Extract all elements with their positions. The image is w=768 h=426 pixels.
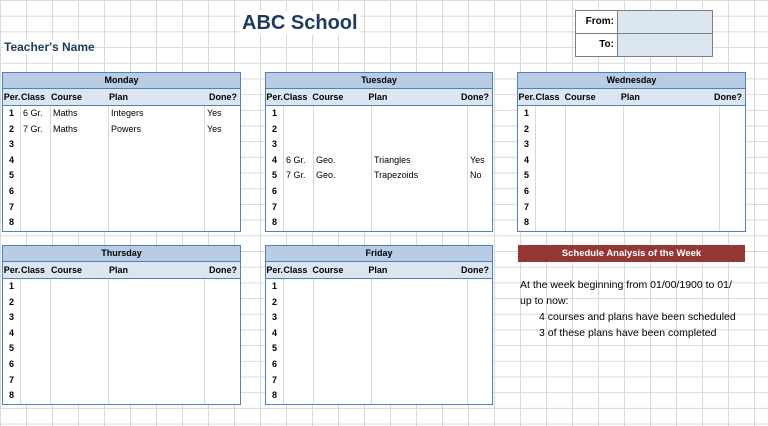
cell-course[interactable] [51, 326, 109, 342]
cell-class[interactable] [284, 326, 314, 342]
cell-plan[interactable] [109, 153, 205, 169]
day-table-wednesday [517, 72, 746, 232]
cell-course[interactable] [314, 137, 372, 153]
cell-class[interactable] [284, 122, 314, 138]
cell-done[interactable] [205, 153, 240, 169]
cell-course[interactable] [566, 106, 624, 122]
cell-plan[interactable] [372, 184, 468, 200]
period-row [266, 357, 492, 373]
period-row [266, 388, 492, 404]
cell-per: 8 [266, 215, 284, 231]
cell-course[interactable] [314, 106, 372, 122]
period-row [266, 122, 492, 138]
day-table-monday [2, 72, 241, 232]
cell-per: 5 [266, 168, 284, 184]
cell-class[interactable]: 6 Gr. [21, 106, 51, 122]
cell-plan[interactable] [109, 137, 205, 153]
period-row [3, 357, 240, 373]
day-header: Monday [3, 73, 240, 89]
cell-plan[interactable] [372, 388, 468, 404]
analysis-line-1: At the week beginning from 01/00/1900 to 01/ [520, 279, 732, 291]
cell-per: 7 [266, 373, 284, 389]
period-row [3, 200, 240, 216]
period-row [518, 215, 745, 231]
cell-per: 8 [3, 215, 21, 231]
cell-plan[interactable]: Trapezoids [372, 168, 468, 184]
period-row [518, 137, 745, 153]
cell-plan[interactable] [109, 295, 205, 311]
cell-done[interactable]: Yes [207, 123, 222, 134]
cell-class[interactable]: 7 Gr. [284, 168, 314, 184]
cell-course[interactable] [314, 341, 372, 357]
cell-plan[interactable] [372, 357, 468, 373]
cell-class[interactable] [21, 137, 51, 153]
column-header-class: Class [21, 92, 46, 102]
analysis-line-2: up to now: [520, 295, 569, 307]
cell-plan[interactable] [624, 122, 720, 138]
column-header-row [3, 262, 240, 279]
period-row [266, 279, 492, 295]
cell-course[interactable] [314, 122, 372, 138]
cell-per: 8 [3, 388, 21, 404]
period-row [518, 184, 745, 200]
cell-per: 5 [518, 168, 536, 184]
cell-course[interactable] [566, 184, 624, 200]
cell-class[interactable]: 7 Gr. [21, 122, 51, 138]
cell-course[interactable]: Geo. [314, 168, 372, 184]
cell-class[interactable] [21, 295, 51, 311]
cell-done[interactable] [205, 295, 240, 311]
cell-course[interactable] [314, 310, 372, 326]
cell-class[interactable] [536, 137, 566, 153]
cell-course[interactable] [314, 357, 372, 373]
period-row [266, 200, 492, 216]
cell-done[interactable] [205, 200, 240, 216]
cell-course[interactable]: Geo. [314, 153, 372, 169]
cell-plan[interactable] [372, 341, 468, 357]
cell-course[interactable] [314, 295, 372, 311]
cell-per: 7 [3, 200, 21, 216]
column-header-course: Course [312, 265, 344, 275]
cell-per: 3 [266, 137, 284, 153]
cell-plan[interactable] [109, 279, 205, 295]
cell-course[interactable] [51, 341, 109, 357]
period-row [3, 215, 240, 231]
column-header-row [3, 89, 240, 106]
cell-plan[interactable] [624, 200, 720, 216]
cell-done[interactable] [720, 184, 745, 200]
cell-class[interactable] [284, 200, 314, 216]
cell-class[interactable] [21, 373, 51, 389]
column-header-plan: Plan [109, 92, 129, 102]
day-table-thursday [2, 245, 241, 405]
cell-course[interactable] [566, 122, 624, 138]
period-row [266, 373, 492, 389]
column-header-plan: Plan [368, 92, 388, 102]
cell-class[interactable] [21, 341, 51, 357]
schedule-analysis-header: Schedule Analysis of the Week [518, 245, 745, 262]
cell-course[interactable] [51, 215, 109, 231]
column-header-per: Per. [3, 92, 21, 102]
period-row [3, 279, 240, 295]
column-header-per: Per. [266, 265, 283, 275]
cell-plan[interactable]: Integers [109, 106, 205, 122]
cell-per: 4 [266, 153, 284, 169]
period-row [3, 295, 240, 311]
cell-course[interactable] [51, 279, 109, 295]
cell-done[interactable] [468, 106, 492, 122]
day-header: Tuesday [266, 73, 492, 89]
cell-per: 1 [266, 106, 284, 122]
period-row [518, 200, 745, 216]
cell-per: 6 [3, 357, 21, 373]
column-header-plan: Plan [368, 265, 388, 275]
column-header-done: Done? [460, 265, 489, 275]
cell-plan[interactable] [109, 184, 205, 200]
period-row [3, 388, 240, 404]
cell-done[interactable]: Yes [470, 154, 485, 165]
cell-done[interactable]: No [470, 170, 482, 181]
column-header-per: Per. [266, 92, 283, 102]
cell-done[interactable] [720, 200, 745, 216]
cell-done[interactable] [205, 168, 240, 184]
column-header-row [266, 262, 492, 279]
period-row [266, 326, 492, 342]
cell-class[interactable] [284, 310, 314, 326]
cell-plan[interactable] [109, 357, 205, 373]
cell-done[interactable] [468, 122, 492, 138]
cell-per: 5 [3, 168, 21, 184]
cell-done[interactable] [468, 373, 492, 389]
period-row [3, 137, 240, 153]
cell-done[interactable] [468, 310, 492, 326]
period-row [3, 341, 240, 357]
cell-course[interactable] [566, 137, 624, 153]
to-input[interactable] [618, 34, 712, 56]
cell-plan[interactable] [372, 122, 468, 138]
cell-plan[interactable] [109, 373, 205, 389]
cell-plan[interactable]: Triangles [372, 153, 468, 169]
date-range-box [575, 10, 713, 57]
cell-per: 3 [3, 310, 21, 326]
column-header-course: Course [51, 265, 83, 275]
cell-class[interactable] [21, 215, 51, 231]
cell-done[interactable] [205, 373, 240, 389]
from-row [576, 11, 712, 34]
column-header-course: Course [51, 92, 83, 102]
cell-class[interactable] [536, 200, 566, 216]
cell-course[interactable] [314, 215, 372, 231]
cell-per: 6 [266, 184, 284, 200]
cell-plan[interactable] [372, 279, 468, 295]
column-header-row [518, 89, 745, 106]
cell-per: 7 [266, 200, 284, 216]
cell-class[interactable] [21, 184, 51, 200]
cell-done[interactable] [205, 279, 240, 295]
cell-per: 4 [3, 326, 21, 342]
cell-class[interactable] [536, 153, 566, 169]
schedule-analysis-text [520, 277, 736, 341]
column-header-done: Done? [209, 92, 237, 102]
cell-course[interactable] [566, 168, 624, 184]
cell-plan[interactable] [624, 168, 720, 184]
to-row [576, 34, 712, 56]
cell-per: 1 [266, 279, 284, 295]
cell-plan[interactable] [372, 295, 468, 311]
cell-done[interactable] [720, 137, 745, 153]
cell-plan[interactable] [109, 310, 205, 326]
cell-per: 4 [518, 153, 536, 169]
column-header-class: Class [283, 92, 308, 102]
analysis-line-3: 4 courses and plans have been scheduled [539, 311, 736, 323]
period-row [518, 168, 745, 184]
cell-plan[interactable] [109, 388, 205, 404]
cell-per: 8 [518, 215, 536, 231]
cell-per: 2 [518, 122, 536, 138]
cell-per: 1 [3, 106, 21, 122]
teacher-name-label[interactable]: Teacher's Name [4, 40, 95, 54]
day-table-friday [265, 245, 493, 405]
column-header-per: Per. [518, 92, 535, 102]
cell-per: 1 [3, 279, 21, 295]
cell-plan[interactable] [109, 341, 205, 357]
column-header-course: Course [564, 92, 596, 102]
cell-course[interactable]: Maths [51, 122, 109, 138]
cell-course[interactable] [51, 168, 109, 184]
day-header: Thursday [3, 246, 240, 262]
cell-per: 6 [518, 184, 536, 200]
period-row [3, 310, 240, 326]
cell-done[interactable] [468, 137, 492, 153]
period-row [266, 168, 492, 184]
cell-class[interactable] [536, 122, 566, 138]
cell-plan[interactable] [109, 326, 205, 342]
cell-per: 6 [3, 184, 21, 200]
column-header-plan: Plan [620, 92, 640, 102]
cell-plan[interactable] [624, 137, 720, 153]
from-label: From: [576, 11, 618, 33]
period-row [266, 137, 492, 153]
cell-course[interactable]: Maths [51, 106, 109, 122]
period-row [3, 168, 240, 184]
period-row [266, 341, 492, 357]
period-row [3, 373, 240, 389]
cell-class[interactable] [21, 326, 51, 342]
cell-class[interactable] [284, 373, 314, 389]
cell-done[interactable] [720, 153, 745, 169]
cell-class[interactable] [284, 388, 314, 404]
cell-done[interactable] [720, 106, 745, 122]
cell-done[interactable] [205, 310, 240, 326]
cell-per: 6 [266, 357, 284, 373]
period-row [3, 122, 240, 138]
cell-done[interactable] [468, 200, 492, 216]
cell-class[interactable] [284, 357, 314, 373]
period-row [266, 184, 492, 200]
cell-class[interactable] [284, 215, 314, 231]
cell-class[interactable] [21, 357, 51, 373]
column-header-class: Class [21, 265, 46, 275]
cell-class[interactable] [284, 137, 314, 153]
period-row [3, 106, 240, 122]
period-row [3, 184, 240, 200]
cell-plan[interactable] [624, 106, 720, 122]
cell-course[interactable] [51, 373, 109, 389]
cell-done[interactable] [205, 357, 240, 373]
cell-done[interactable] [205, 137, 240, 153]
cell-done[interactable] [205, 215, 240, 231]
cell-class[interactable] [21, 388, 51, 404]
period-row [3, 153, 240, 169]
cell-per: 4 [3, 153, 21, 169]
period-row [266, 153, 492, 169]
cell-class[interactable] [284, 184, 314, 200]
cell-done[interactable] [720, 168, 745, 184]
cell-course[interactable] [314, 373, 372, 389]
cell-per: 5 [3, 341, 21, 357]
day-header: Friday [266, 246, 492, 262]
cell-course[interactable] [51, 388, 109, 404]
cell-plan[interactable] [372, 373, 468, 389]
cell-done[interactable] [720, 215, 745, 231]
cell-class[interactable]: 6 Gr. [284, 153, 314, 169]
column-header-per: Per. [3, 265, 21, 275]
cell-course[interactable] [51, 153, 109, 169]
cell-course[interactable] [314, 326, 372, 342]
cell-done[interactable] [720, 122, 745, 138]
cell-done[interactable] [468, 295, 492, 311]
cell-course[interactable] [314, 200, 372, 216]
column-header-plan: Plan [109, 265, 129, 275]
cell-course[interactable] [314, 388, 372, 404]
column-header-class: Class [283, 265, 308, 275]
cell-done[interactable] [468, 388, 492, 404]
cell-per: 1 [518, 106, 536, 122]
cell-plan[interactable] [372, 106, 468, 122]
cell-plan[interactable] [372, 200, 468, 216]
cell-class[interactable] [284, 295, 314, 311]
cell-done[interactable] [205, 326, 240, 342]
cell-per: 4 [266, 326, 284, 342]
cell-per: 3 [3, 137, 21, 153]
cell-done[interactable]: Yes [207, 108, 222, 118]
cell-class[interactable] [284, 341, 314, 357]
cell-course[interactable] [51, 184, 109, 200]
period-row [518, 153, 745, 169]
cell-plan[interactable] [624, 215, 720, 231]
cell-class[interactable] [536, 168, 566, 184]
cell-course[interactable] [566, 153, 624, 169]
cell-done[interactable] [468, 341, 492, 357]
cell-class[interactable] [21, 279, 51, 295]
cell-plan[interactable] [109, 168, 205, 184]
cell-done[interactable] [468, 357, 492, 373]
column-header-row [266, 89, 492, 106]
cell-per: 3 [518, 137, 536, 153]
cell-class[interactable] [21, 168, 51, 184]
column-header-done: Done? [714, 92, 743, 102]
cell-class[interactable] [21, 153, 51, 169]
cell-plan[interactable] [372, 326, 468, 342]
analysis-line-4: 3 of these plans have been completed [539, 327, 717, 339]
cell-per: 8 [266, 388, 284, 404]
period-row [266, 215, 492, 231]
cell-done[interactable] [468, 279, 492, 295]
cell-class[interactable] [284, 279, 314, 295]
period-row [518, 122, 745, 138]
cell-plan[interactable]: Powers [109, 122, 205, 138]
cell-done[interactable] [468, 326, 492, 342]
column-header-done: Done? [460, 92, 489, 102]
cell-course[interactable] [314, 279, 372, 295]
cell-class[interactable] [21, 200, 51, 216]
cell-per: 5 [266, 341, 284, 357]
cell-plan[interactable] [372, 310, 468, 326]
cell-plan[interactable] [624, 184, 720, 200]
cell-class[interactable] [536, 106, 566, 122]
cell-course[interactable] [51, 295, 109, 311]
period-row [266, 106, 492, 122]
cell-done[interactable] [468, 215, 492, 231]
day-header: Wednesday [518, 73, 745, 89]
cell-plan[interactable] [624, 153, 720, 169]
day-table-tuesday [265, 72, 493, 232]
cell-done[interactable] [205, 341, 240, 357]
period-row [518, 106, 745, 122]
cell-class[interactable] [536, 184, 566, 200]
column-header-course: Course [312, 92, 344, 102]
cell-course[interactable] [566, 215, 624, 231]
column-header-done: Done? [209, 265, 237, 275]
cell-course[interactable] [51, 137, 109, 153]
cell-course[interactable] [51, 357, 109, 373]
cell-class[interactable] [536, 215, 566, 231]
cell-course[interactable] [566, 200, 624, 216]
cell-per: 7 [518, 200, 536, 216]
cell-course[interactable] [314, 184, 372, 200]
period-row [266, 295, 492, 311]
column-header-class: Class [535, 92, 560, 102]
period-row [3, 326, 240, 342]
to-label: To: [576, 34, 618, 56]
cell-done[interactable] [468, 184, 492, 200]
cell-per: 3 [266, 310, 284, 326]
cell-plan[interactable] [372, 215, 468, 231]
cell-plan[interactable] [109, 200, 205, 216]
school-title: ABC School [242, 12, 358, 34]
cell-per: 7 [3, 373, 21, 389]
period-row [266, 310, 492, 326]
cell-per: 2 [3, 122, 21, 138]
from-input[interactable] [618, 11, 712, 33]
cell-plan[interactable] [372, 137, 468, 153]
cell-plan[interactable] [109, 215, 205, 231]
cell-done[interactable] [205, 388, 240, 404]
cell-per: 2 [266, 295, 284, 311]
cell-done[interactable] [205, 184, 240, 200]
cell-class[interactable] [21, 310, 51, 326]
cell-per: 2 [3, 295, 21, 311]
cell-class[interactable] [284, 106, 314, 122]
cell-course[interactable] [51, 200, 109, 216]
cell-course[interactable] [51, 310, 109, 326]
cell-per: 2 [266, 122, 284, 138]
